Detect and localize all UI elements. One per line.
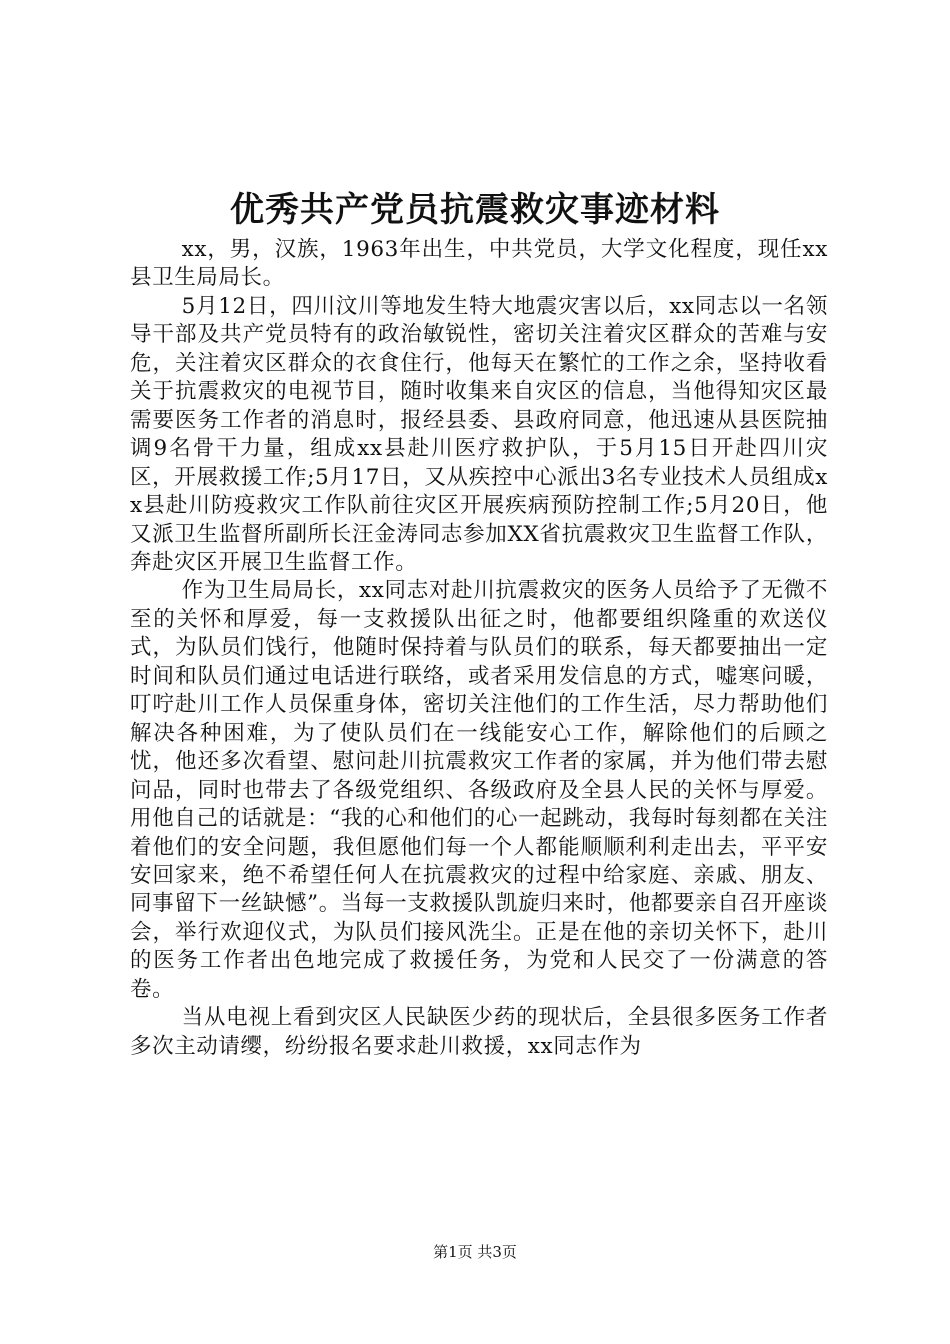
page-number-footer: 第1页 共3页 [433, 1243, 517, 1261]
document-title: 优秀共产党员抗震救灾事迹材料 [230, 190, 720, 230]
document-body [130, 236, 828, 1061]
paragraph-3: 作为卫生局局长，xx同志对赴川抗震救灾的医务人员给予了无微不至的关怀和厚爱，每一支救援队出征之时，他都要组织隆重的欢送仪式，为队员们饯行，他随时保持着与队员们的联系，每天都要抽出一定时间和队员们通过电话进行联络，或者采用发信息的方式，嘘寒问暖，叮咛赴川工作人员保重身体，密切关注他们的工作生活，尽力帮助他们解决各种困难，为了使队员们在一线能安心工作，解除他们的后顾之忧，他还多次看望、慰问赴川抗震救灾工作者的家属，并为他们带去慰问品，同时也带去了各级党组织、各级政府及全县人民的关怀与厚爱。用他自己的话就是：“我的心和他们的心一起跳动，我每时每刻都在关注着他们的安全问题，我但愿他们每一个人都能顺顺利利走出去，平平安安回家来，绝不希望任何人在抗震救灾的过程中给家庭、亲戚、朋友、同事留下一丝缺憾”。当每一支救援队凯旋归来时，他都要亲自召开座谈会，举行欢迎仪式，为队员们接风洗尘。正是在他的亲切关怀下，赴川的医务工作者出色地完成了救援任务，为党和人民交了一份满意的答卷。 [130, 578, 828, 1002]
paragraph-4: 当从电视上看到灾区人民缺医少药的现状后，全县很多医务工作者多次主动请缨，纷纷报名要求赴川救援，xx同志作为 [130, 1005, 828, 1059]
paragraph-2: 5月12日，四川汶川等地发生特大地震灾害以后，xx同志以一名领导干部及共产党员特有的政治敏锐性，密切关注着灾区群众的苦难与安危，关注着灾区群众的衣食住行，他每天在繁忙的工作之余，坚持收看关于抗震救灾的电视节目，随时收集来自灾区的信息，当他得知灾区最需要医务工作者的消息时，报经县委、县政府同意，他迅速从县医院抽调9名骨干力量，组成xx县赴川医疗救护队，于5月15日开赴四川灾区，开展救援工作;5月17日，又从疾控中心派出3名专业技术人员组成xx县赴川防疫救灾工作队前往灾区开展疾病预防控制工作;5月20日，他又派卫生监督所副所长汪金涛同志参加XX省抗震救灾卫生监督工作队，奔赴灾区开展卫生监督工作。 [130, 293, 828, 575]
paragraph-1: xx，男，汉族，1963年出生，中共党员，大学文化程度，现任xx县卫生局局长。 [130, 237, 828, 291]
